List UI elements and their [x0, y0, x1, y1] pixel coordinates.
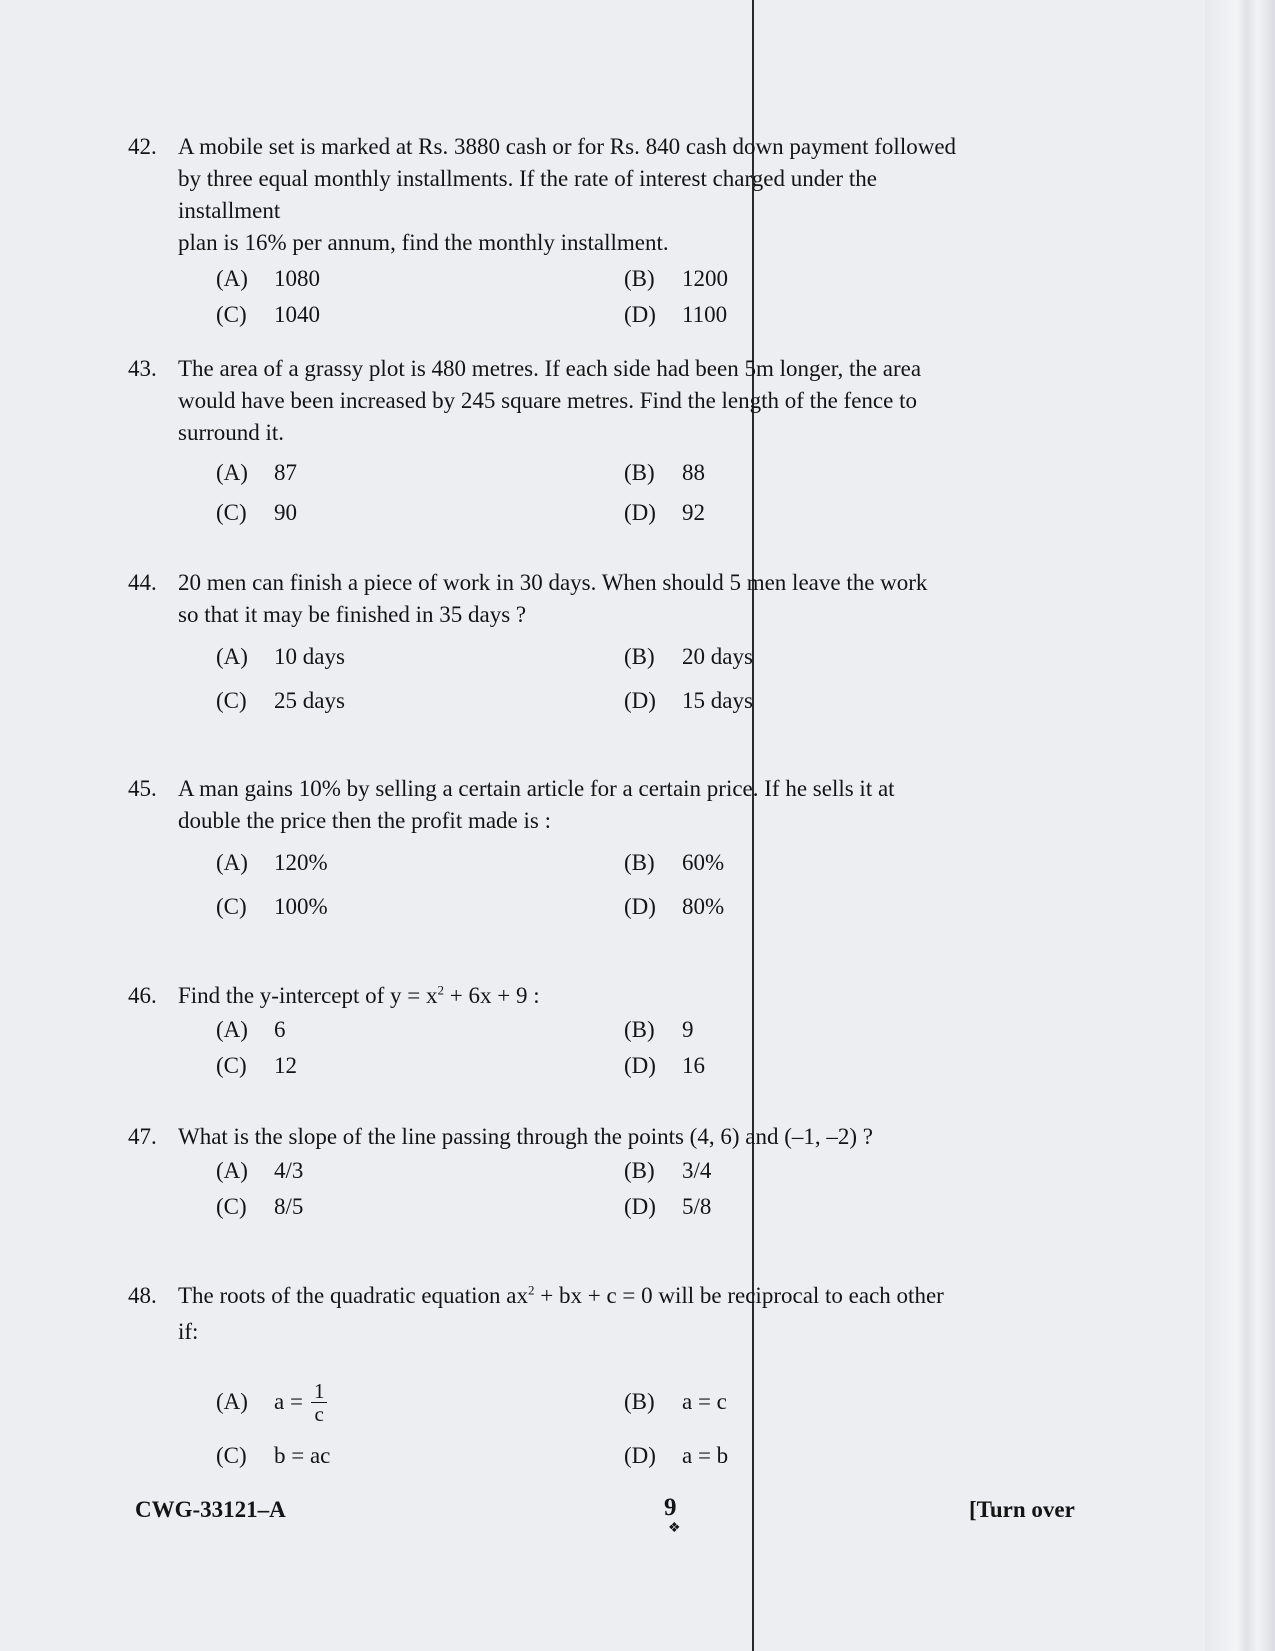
option-row: [128, 1189, 968, 1225]
option-b[interactable]: (B) 88: [624, 460, 705, 485]
option-row: [128, 639, 968, 675]
option-a[interactable]: (A) 6: [216, 1017, 286, 1042]
superscript: 2: [437, 982, 445, 998]
option-row: [128, 845, 968, 881]
superscript: 2: [528, 1282, 535, 1298]
option-a[interactable]: (A) 1080: [216, 266, 320, 291]
option-row: [128, 889, 968, 925]
question-line: surround it.: [178, 420, 285, 445]
option-row: [128, 1153, 968, 1189]
option-d[interactable]: (D) 16: [624, 1053, 705, 1078]
turn-over-note: [Turn over: [969, 1497, 1075, 1522]
option-a[interactable]: (A) 10 days: [216, 644, 345, 669]
question-text: [178, 773, 968, 837]
option-a[interactable]: (A) 120%: [216, 850, 328, 875]
option-row: [128, 261, 968, 297]
option-row: [128, 1376, 968, 1428]
question-text-end: + 6x + 9 :: [444, 983, 540, 1008]
option-c[interactable]: (C) 8/5: [216, 1194, 304, 1219]
option-row: [128, 495, 968, 531]
option-c[interactable]: (C) b = ac: [216, 1443, 331, 1468]
question-number: 48.: [128, 1283, 157, 1308]
option-row: [128, 1438, 968, 1474]
question-text: [178, 1121, 968, 1153]
paper-code: CWG-33121–A: [135, 1497, 286, 1522]
fraction: [311, 1380, 328, 1425]
option-b[interactable]: (B) 3/4: [624, 1158, 712, 1183]
question-line: plan is 16% per annum, find the monthly installment.: [178, 230, 669, 255]
option-c[interactable]: (C) 12: [216, 1053, 297, 1078]
option-a[interactable]: (A) a = $\frac{1}{c}$: [216, 1376, 327, 1428]
question-45: [128, 773, 968, 925]
option-d[interactable]: (D) 92: [624, 500, 705, 525]
question-number: 46.: [128, 983, 157, 1008]
question-number: 47.: [128, 1124, 157, 1149]
question-text-start: The roots of the quadratic equation ax: [178, 1283, 528, 1308]
ornament-icon: ❖: [668, 1521, 681, 1536]
option-a[interactable]: (A) 87: [216, 460, 297, 485]
question-43: [128, 353, 968, 531]
option-b[interactable]: (B) a = c: [624, 1389, 727, 1414]
question-line: so that it may be finished in 35 days ?: [178, 602, 527, 627]
option-a[interactable]: (A) 4/3: [216, 1158, 304, 1183]
option-d[interactable]: (D) a = b: [624, 1443, 729, 1468]
question-47: [128, 1121, 968, 1225]
question-42: [128, 131, 968, 333]
option-b[interactable]: (B) 9: [624, 1017, 694, 1042]
option-c[interactable]: (C) 100%: [216, 894, 328, 919]
question-text-start: Find the y-intercept of y = x: [178, 983, 438, 1008]
question-text: [178, 131, 968, 259]
question-number: 42.: [128, 134, 157, 159]
option-d[interactable]: (D) 5/8: [624, 1194, 712, 1219]
question-text: [178, 1280, 968, 1348]
question-line: What is the slope of the line passing through the points (4, 6) and (–1, –2) ?: [178, 1124, 873, 1149]
question-text-end: + bx + c = 0 will be reciprocal to each other: [534, 1283, 944, 1308]
question-line: A man gains 10% by selling a certain article for a certain price. If he sells it at: [178, 776, 895, 801]
option-c[interactable]: (C) 90: [216, 500, 297, 525]
question-line: would have been increased by 245 square metres. Find the length of the fence to: [178, 388, 917, 413]
page-edge: [1205, 0, 1275, 1651]
question-text: [178, 980, 968, 1012]
page-number: 9: [664, 1494, 677, 1521]
question-line: A mobile set is marked at Rs. 3880 cash or for Rs. 840 cash down payment followed: [178, 134, 957, 159]
question-46: [128, 980, 968, 1084]
option-row: [128, 683, 968, 719]
option-row: [128, 1048, 968, 1084]
option-d[interactable]: (D) 80%: [624, 894, 725, 919]
question-number: 45.: [128, 776, 157, 801]
fraction-numerator: 1: [311, 1380, 328, 1403]
question-line: by three equal monthly installments. If the rate of interest charged under the installment: [178, 166, 877, 223]
question-44: [128, 567, 968, 719]
option-b[interactable]: (B) 1200: [624, 266, 728, 291]
option-c[interactable]: (C) 1040: [216, 302, 320, 327]
option-b[interactable]: (B) 60%: [624, 850, 725, 875]
option-b[interactable]: (B) 20 days: [624, 644, 753, 669]
question-line: if:: [178, 1319, 199, 1344]
question-text: [178, 353, 968, 449]
fraction-denominator: c: [314, 1401, 324, 1426]
question-number: 43.: [128, 356, 157, 381]
option-row: [128, 455, 968, 491]
question-line: The area of a grassy plot is 480 metres. If each side had been 5m longer, the area: [178, 356, 922, 381]
option-row: [128, 1012, 968, 1048]
option-d[interactable]: (D) 1100: [624, 302, 728, 327]
question-line: double the price then the profit made is :: [178, 808, 551, 833]
option-c[interactable]: (C) 25 days: [216, 688, 345, 713]
question-48: [128, 1280, 968, 1474]
option-d[interactable]: (D) 15 days: [624, 688, 753, 713]
question-number: 44.: [128, 570, 157, 595]
question-line: 20 men can finish a piece of work in 30 days. When should 5 men leave the work: [178, 570, 928, 595]
option-row: [128, 297, 968, 333]
question-text: [178, 567, 968, 631]
